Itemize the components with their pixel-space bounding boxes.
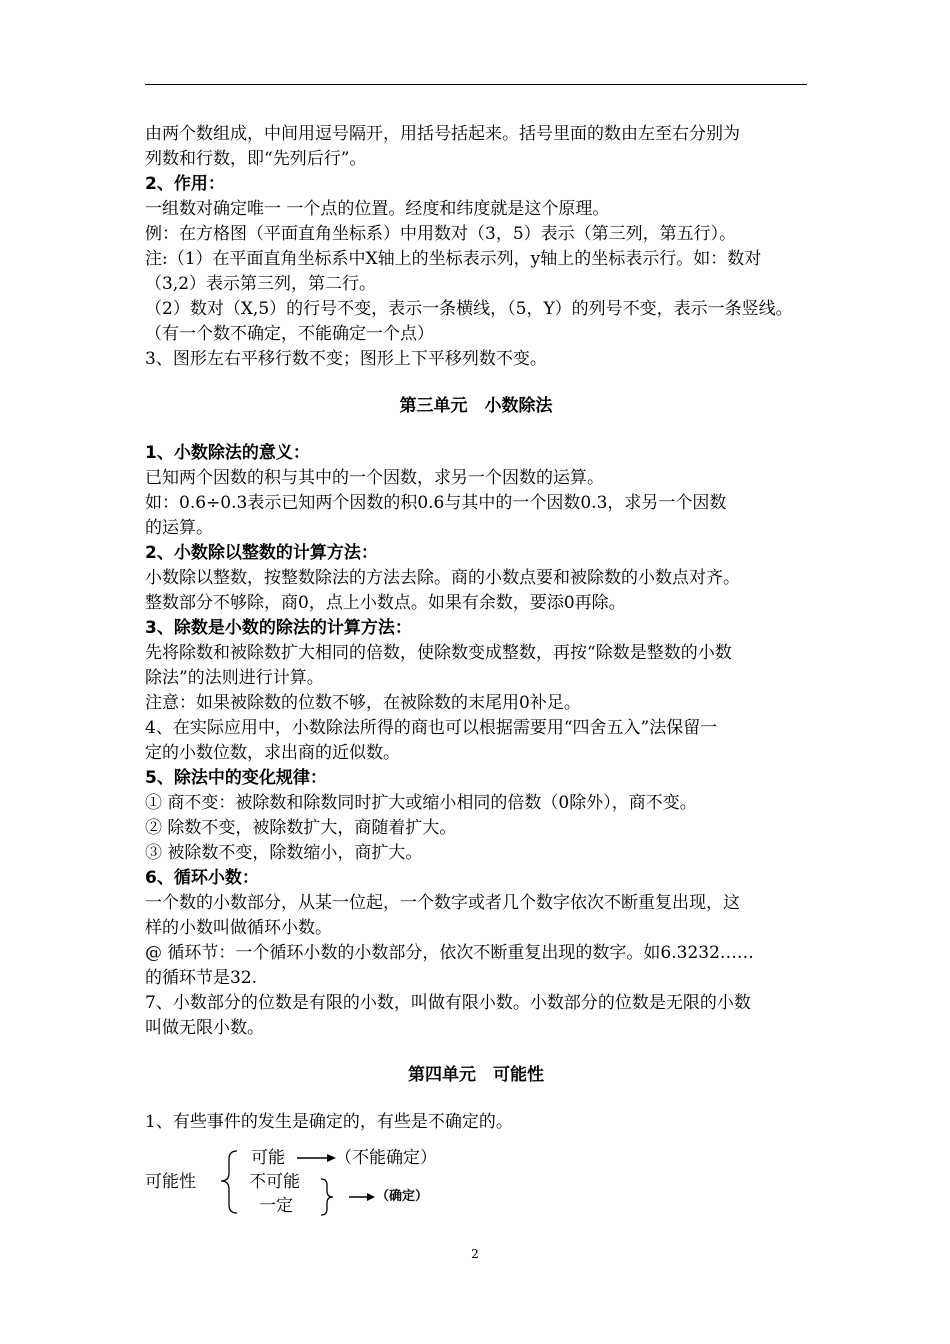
paragraph-line: 样的小数叫做循环小数。 <box>145 918 332 938</box>
paragraph-line: 一个数的小数部分，从某一位起，一个数字或者几个数字依次不断重复出现，这 <box>145 893 740 913</box>
paragraph-line: ③ 被除数不变，除数缩小，商扩大。 <box>145 843 423 863</box>
paragraph-line: （有一个数不确定，不能确定一个点） <box>145 324 434 344</box>
section-title: 2、小数除以整数的计算方法： <box>145 543 378 563</box>
paragraph-line: 注意：如果被除数的位数不够，在被除数的末尾用0补足。 <box>145 693 581 713</box>
page-body <box>145 122 807 1135</box>
page-number: 2 <box>471 1247 479 1261</box>
left-brace <box>221 1151 237 1213</box>
paragraph-line: 叫做无限小数。 <box>145 1018 264 1038</box>
section-title: 6、循环小数： <box>145 868 259 888</box>
diagram-result-uncertain: （不能确定） <box>335 1148 437 1168</box>
section-title: 1、小数除法的意义： <box>145 443 310 463</box>
diagram-item-certain: 一定 <box>259 1196 293 1216</box>
right-brace <box>321 1179 333 1215</box>
paragraph-line: 7、小数部分的位数是有限的小数，叫做有限小数。小数部分的位数是无限的小数 <box>145 993 751 1013</box>
paragraph-line: 一组数对确定唯一 一个点的位置。经度和纬度就是这个原理。 <box>145 199 610 219</box>
section-title: 5、除法中的变化规律： <box>145 768 327 788</box>
paragraph-line: 除法”的法则进行计算。 <box>145 668 324 688</box>
paragraph-line: （2）数对（X,5）的行号不变，表示一条横线，（5，Y）的列号不变，表示一条竖线。 <box>145 299 793 319</box>
paragraph-line: ② 除数不变，被除数扩大，商随着扩大。 <box>145 818 457 838</box>
paragraph-line: 4、在实际应用中，小数除法所得的商也可以根据需要用“四舍五入”法保留一 <box>145 718 718 738</box>
paragraph-line: 列数和行数，即“先列后行”。 <box>145 149 367 169</box>
paragraph-line: ① 商不变：被除数和除数同时扩大或缩小相同的倍数（0除外），商不变。 <box>145 793 697 813</box>
paragraph-line: 已知两个因数的积与其中的一个因数，求另一个因数的运算。 <box>145 468 604 488</box>
paragraph-line: 例：在方格图（平面直角坐标系）中用数对（3，5）表示（第三列，第五行）。 <box>145 224 737 244</box>
diagram-item-impossible: 不可能 <box>249 1172 300 1192</box>
paragraph-line: 1、有些事件的发生是确定的，有些是不确定的。 <box>145 1112 513 1132</box>
possibility-diagram <box>145 1143 545 1223</box>
paragraph-line: 如：0.6÷0.3表示已知两个因数的积0.6与其中的一个因数0.3，求另一个因数 <box>145 493 727 513</box>
paragraph-line: （3,2）表示第三列，第二行。 <box>145 274 377 294</box>
paragraph-line: 定的小数位数，求出商的近似数。 <box>145 743 400 763</box>
section-title-function: 2、作用： <box>145 174 225 194</box>
arrow-icon <box>367 1193 375 1201</box>
paragraph-line: @ 循环节：一个循环小数的小数部分，依次不断重复出现的数字。如6.3232…… <box>145 943 754 963</box>
section-title: 3、除数是小数的除法的计算方法： <box>145 618 412 638</box>
diagram-root: 可能性 <box>145 1172 196 1192</box>
paragraph-line: 的循环节是32. <box>145 968 258 988</box>
paragraph-line: 的运算。 <box>145 518 213 538</box>
diagram-item-possible: 可能 <box>251 1148 285 1168</box>
diagram-result-certain: （确定） <box>376 1189 429 1204</box>
header-rule <box>145 84 807 85</box>
unit4-title: 第四单元 可能性 <box>408 1065 544 1085</box>
paragraph-line: 由两个数组成，中间用逗号隔开，用括号括起来。括号里面的数由左至右分别为 <box>145 124 740 144</box>
unit3-title: 第三单元 小数除法 <box>399 396 553 416</box>
paragraph-line: 注:（1）在平面直角坐标系中X轴上的坐标表示列，y轴上的坐标表示行。如：数对 <box>145 249 762 269</box>
paragraph-line: 整数部分不够除，商0，点上小数点。如果有余数，要添0再除。 <box>145 593 626 613</box>
paragraph-line: 3、图形左右平移行数不变；图形上下平移列数不变。 <box>145 349 547 369</box>
paragraph-line: 先将除数和被除数扩大相同的倍数，使除数变成整数，再按“除数是整数的小数 <box>145 643 732 663</box>
paragraph-line: 小数除以整数，按整数除法的方法去除。商的小数点要和被除数的小数点对齐。 <box>145 568 740 588</box>
